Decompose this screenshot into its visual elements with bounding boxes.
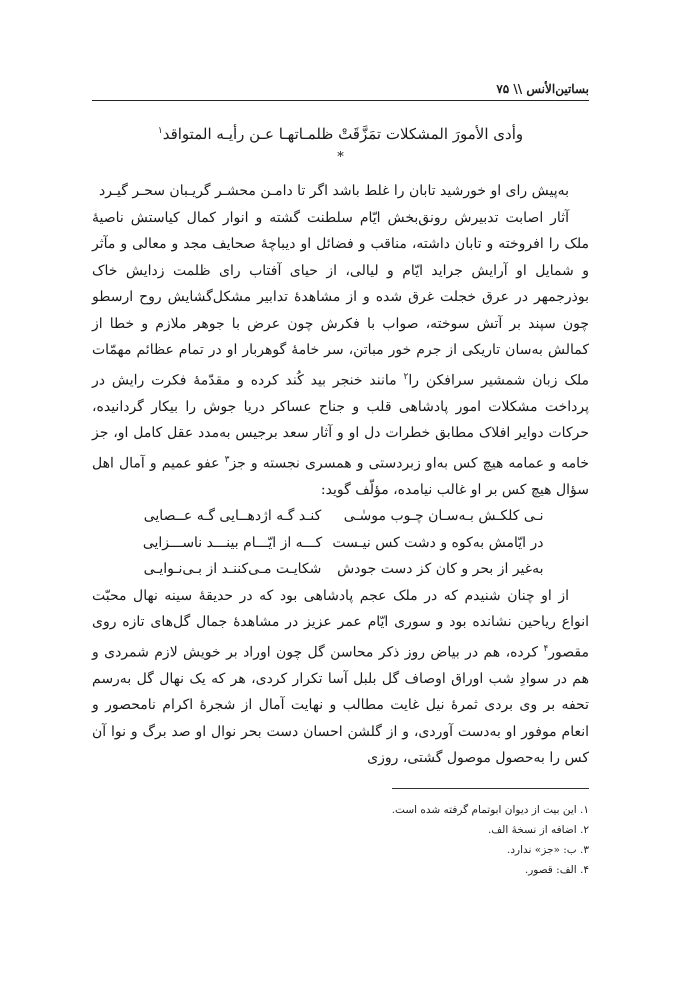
paragraph-text: مانند خنجر بید کُند کرده و مقدّمهٔ فکرت رایش در پرداخت مشکلات امور پادشاهی قلب و جناح عساکر دریا جوش را بیکار گردانیده، حرکات دوایر افلاک مطابق خطرات دل او و آثار سعد برجیس به‌مدد عقل کامل او، جز خامه و عمامه هیچ کس به‌او زبردستی و همسری نجسته و جز bbox=[92, 372, 590, 472]
paragraph-text: عفو عمیم و آمال اهل سؤال هیچ کس بر او غالب نیامده، مؤلّف گوید: bbox=[92, 455, 589, 498]
hemistich: کـــه از ایّـــام بینـــد ناســـزایی bbox=[142, 534, 323, 551]
paragraph bbox=[92, 178, 589, 205]
paragraph-text: آثار اصابت تدبیرش رونق‌بخش ایّام سلطنت گشته و انوار کمال کیاستش ناصیهٔ ملک را افروخته و تابان داشته، مناقب و فضائل او دیباچهٔ صحایف مجد و معالی و مآثر و شمایل او آرایش جراید ایّام و لیالی، از حیای آفتاب رای ظلمت زدایش خاک بوذرجمهر در عرق خجلت غرق شده و از مشاهدهٔ تدابیر مشکل‌گشایش روح ارسطو چون سپند بر آتش سوخته، صواب با فکرش چون عرض با جوهر ملازم و خطا از کمالش به‌سان تاریکی از جرم خور مباتن، سر خامهٔ گوهربار او در تمام عظائم مهمّات ملک زبان شمشیر سرافکن را bbox=[92, 209, 589, 389]
poem-couplet bbox=[92, 503, 589, 530]
footnote-rule bbox=[392, 788, 589, 789]
poem bbox=[92, 503, 589, 583]
book-title: بساتین‌الأنس bbox=[526, 82, 589, 96]
main-text bbox=[92, 178, 589, 772]
hemistich: در ایّامش به‌کوه و دشت کس نیـست bbox=[332, 534, 544, 551]
hemistich: کنـد گـه اژدهــایی گـه عــصایی bbox=[143, 508, 322, 525]
footnotes bbox=[289, 800, 589, 880]
footnote: ۴. الف: قصور. bbox=[524, 864, 589, 876]
header-separator: \\ bbox=[513, 82, 523, 96]
paragraph-text: از او چنان شنیدم که در ملک عجم پادشاهی بود که در حدیقهٔ سینه نهال محبّت انواع ریاحین نشانده بود و سوری ایّام عمر عزیز در مشاهدهٔ جمال گل‌های تازه روی مقصور bbox=[92, 587, 589, 661]
section-star: * bbox=[337, 150, 344, 165]
footnote-mark: ۴ bbox=[543, 643, 549, 654]
paragraph-text: کرده، هم در بیاض روز ذکر محاسن گل چون اوراد بر خویش لازم شمردی و هم در سوادِ شب اوراق اوصاف گل بلبل آسا تکرار کردی، هر که یک نهال گل به‌رسم تحفه بر وی بردی ثمرهٔ نیل غایت مطالب و نهایت آمال از شجرهٔ اکرام نامحصور و انعام موفور او به‌دست آوردی، و از گلشن احسان دست بحر نوال او صد برگ و نوا آن کس را به‌حصول موصول گشتی، روزی bbox=[92, 644, 589, 767]
footnote: ۱. این بیت از دیوان ابوتمام گرفته شده است. bbox=[391, 804, 589, 816]
paragraph bbox=[92, 205, 589, 504]
running-title bbox=[496, 82, 589, 96]
footnote-mark: ۳ bbox=[224, 454, 230, 465]
poem-couplet bbox=[92, 556, 589, 583]
page-number: ۷۵ bbox=[496, 82, 510, 96]
header-rule bbox=[92, 100, 589, 101]
footnote-mark: ۱ bbox=[157, 126, 163, 136]
hemistich: نـی کلکـش بـه‌سـان چـوب موسٰـی bbox=[343, 508, 544, 525]
footnote: ۳. ب: «جز» ندارد. bbox=[507, 844, 589, 856]
footnote-mark: ۲ bbox=[403, 371, 409, 382]
epigraph-line: وأدی الأمورَ المشکلات تمَزَّقَتْ ظلمـاتهـا عـن رأیـه المتواقد bbox=[162, 125, 524, 143]
hemistich: به‌غیر از بحر و کان کز دست جودش bbox=[337, 561, 544, 578]
epigraph-verse bbox=[92, 120, 589, 145]
hemistich: شکایـت مـی‌کننـد از بـی‌نـوایـی bbox=[143, 561, 322, 578]
footnote: ۲. اضافه از نسخهٔ الف. bbox=[487, 824, 589, 836]
running-header bbox=[92, 78, 589, 96]
verse-line: به‌پیش رای او خورشید تابان را غلط باشد اگر تا دامـن محشـر گریـبان سحـر گیـرد bbox=[98, 183, 569, 199]
poem-couplet bbox=[92, 530, 589, 557]
paragraph bbox=[92, 583, 589, 772]
